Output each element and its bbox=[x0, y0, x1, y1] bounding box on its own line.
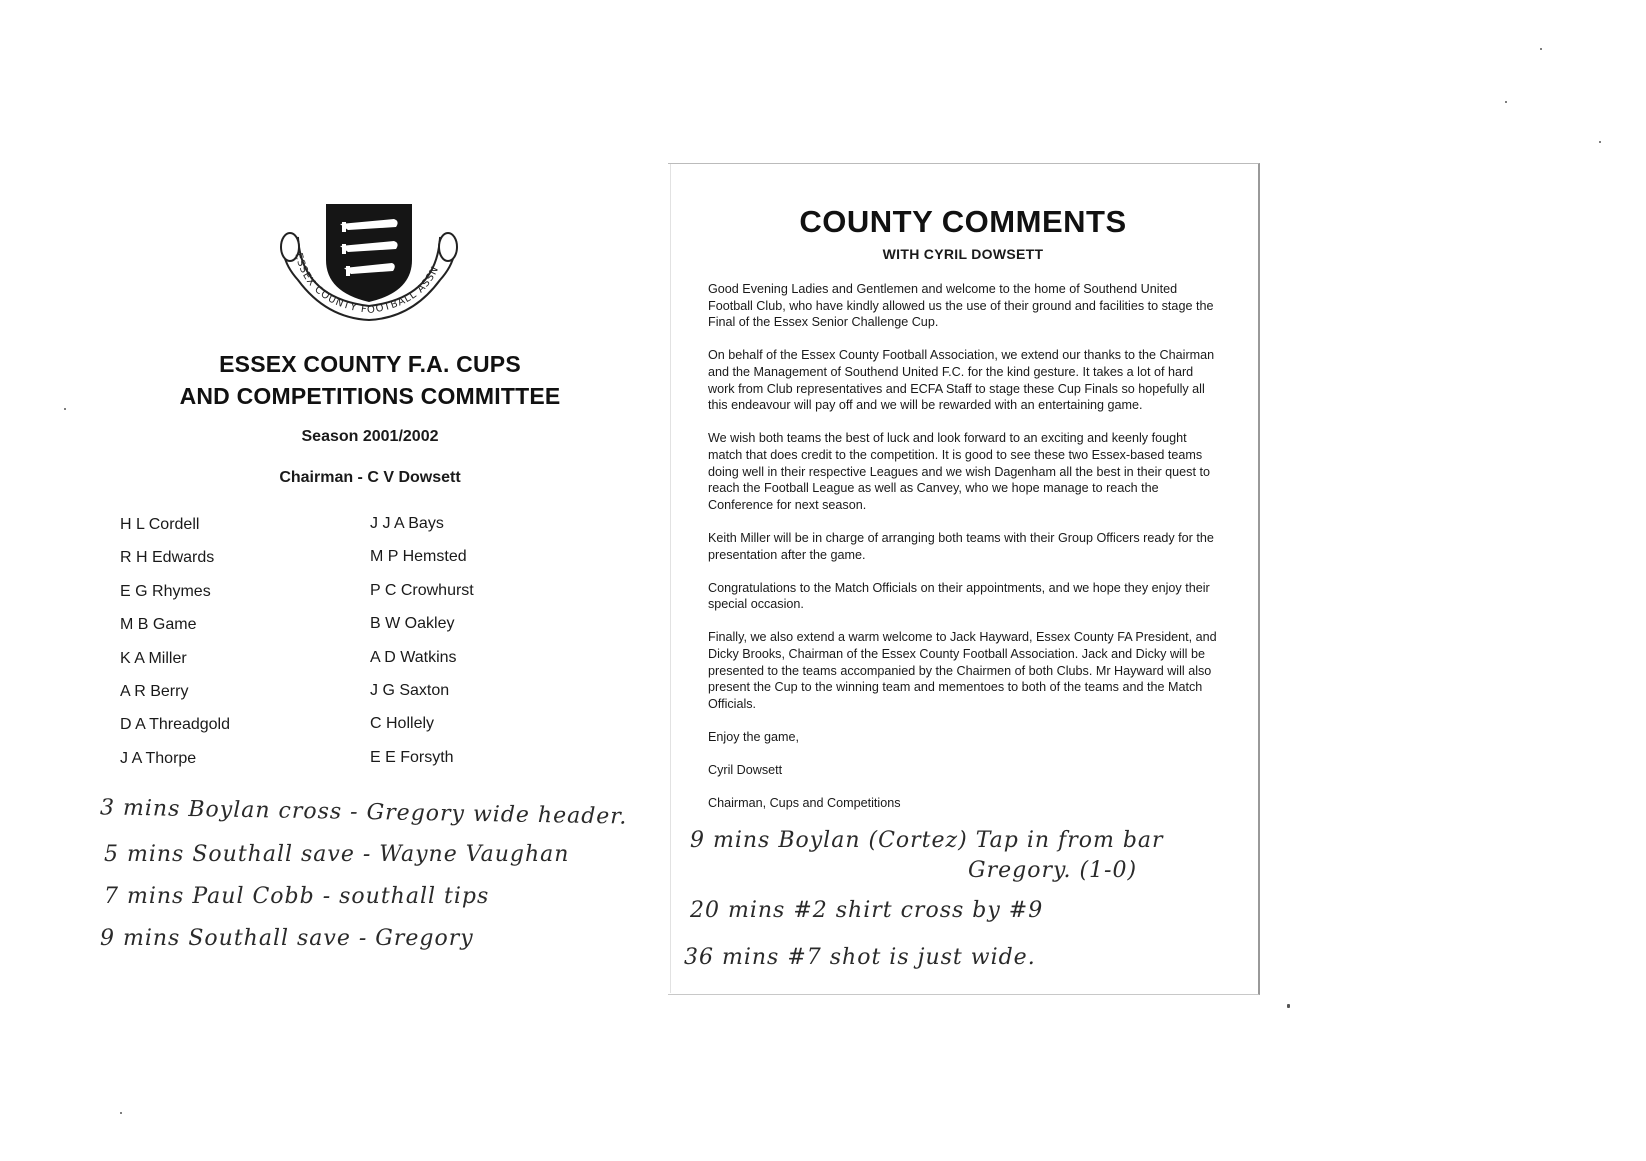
letter-body bbox=[708, 281, 1223, 829]
letter-paragraph: Keith Miller will be in charge of arranging both teams with their Group Officers ready for the presentation after the game. bbox=[708, 530, 1214, 562]
member-name: E E Forsyth bbox=[370, 748, 454, 766]
right-page bbox=[668, 163, 1260, 995]
member-name: J J A Bays bbox=[370, 515, 444, 532]
committee-title-line-1: ESSEX COUNTY F.A. CUPS bbox=[219, 351, 521, 377]
committee-members-column-a bbox=[120, 516, 230, 783]
signature-name: Cyril Dowsett bbox=[708, 763, 783, 778]
signature-role: Chairman, Cups and Competitions bbox=[708, 796, 901, 811]
handwritten-note: 5 mins Southall save - Wayne Vaughan bbox=[104, 842, 570, 867]
crest-scroll-text: ESSEX COUNTY FOOTBALL ASSN bbox=[292, 251, 442, 317]
handwritten-note: 20 mins #2 shirt cross by #9 bbox=[690, 898, 1044, 923]
scan-speck bbox=[1540, 48, 1542, 50]
member-name: H L Cordell bbox=[120, 516, 200, 533]
handwritten-note: 36 mins #7 shot is just wide. bbox=[684, 945, 1036, 970]
essex-crest-logo bbox=[276, 200, 462, 322]
scan-speck bbox=[1287, 1004, 1290, 1008]
county-comments-subtitle: WITH CYRIL DOWSETT bbox=[882, 246, 1044, 262]
season-label: Season 2001/2002 bbox=[301, 428, 439, 445]
member-name: M P Hemsted bbox=[370, 548, 467, 566]
handwritten-note: 3 mins Boylan cross - Gregory wide header. bbox=[99, 795, 628, 830]
scan-speck bbox=[120, 1112, 122, 1114]
member-name: E G Rhymes bbox=[120, 582, 211, 600]
handwritten-note: 9 mins Boylan (Cortez) Tap in from bar bbox=[690, 828, 1164, 853]
member-name: P C Crowhurst bbox=[370, 581, 474, 599]
letter-paragraph: Good Evening Ladies and Gentlemen and welcome to the home of Southend United Football Club, who have kindly allowed us the use of their ground and facilities to stage the Final of the Essex Senior Challenge Cup. bbox=[708, 282, 1214, 330]
letter-paragraph: Finally, we also extend a warm welcome to Jack Hayward, Essex County FA President, and Dicky Brooks, Chairman of the Essex County Football Association. Jack and Dicky will be presented to the teams accompanied by the Chairmen of both Clubs. Mr Hayward will also present the Cup to the winning team and mementoes to both of the teams and the Match Officials. bbox=[708, 630, 1217, 711]
member-name: B W Oakley bbox=[370, 615, 455, 633]
member-name: C Hollely bbox=[370, 715, 435, 733]
member-name: J A Thorpe bbox=[120, 749, 197, 767]
scan-speck bbox=[64, 408, 66, 410]
handwritten-note: 7 mins Paul Cobb - southall tips bbox=[104, 884, 490, 909]
member-name: D A Threadgold bbox=[120, 716, 231, 734]
letter-paragraph: Enjoy the game, bbox=[708, 730, 800, 745]
handwritten-note: Gregory. (1-0) bbox=[968, 858, 1138, 883]
handwritten-note: 9 mins Southall save - Gregory bbox=[100, 926, 474, 951]
member-name: A D Watkins bbox=[370, 648, 457, 666]
member-name: A R Berry bbox=[120, 682, 189, 700]
scan-speck bbox=[1505, 101, 1507, 103]
member-name: R H Edwards bbox=[120, 549, 215, 567]
member-name: M B Game bbox=[120, 616, 197, 634]
left-page bbox=[90, 165, 670, 995]
chairman-line: Chairman - C V Dowsett bbox=[279, 469, 461, 486]
county-comments-title: COUNTY COMMENTS bbox=[799, 204, 1127, 239]
letter-paragraph: We wish both teams the best of luck and look forward to an exciting and keenly fought match that does credit to the competition. It is good to see these two Essex-based teams doing well in their respective Leagues and we wish Dagenham all the best in their quest to reach the Football League as well as Canvey, who we hope manage to reach the Conference for next season. bbox=[708, 431, 1210, 512]
letter-paragraph: On behalf of the Essex County Football Association, we extend our thanks to the Chairman and the Management of Southend United F.C. for the kind gesture. It takes a lot of hard work from Club representatives and ECFA Staff to stage these Cup Finals so hopefully all this endeavour will pay off and we will be rewarded with an entertaining game. bbox=[708, 348, 1215, 413]
member-name: J G Saxton bbox=[370, 681, 450, 699]
committee-members-column-b bbox=[370, 515, 474, 782]
committee-title-line-2: AND COMPETITIONS COMMITTEE bbox=[179, 383, 561, 409]
committee-title bbox=[90, 348, 650, 412]
scan-speck bbox=[1599, 141, 1601, 143]
member-name: K A Miller bbox=[120, 649, 187, 667]
letter-paragraph: Congratulations to the Match Officials on their appointments, and we hope they enjoy their special occasion. bbox=[708, 580, 1210, 612]
